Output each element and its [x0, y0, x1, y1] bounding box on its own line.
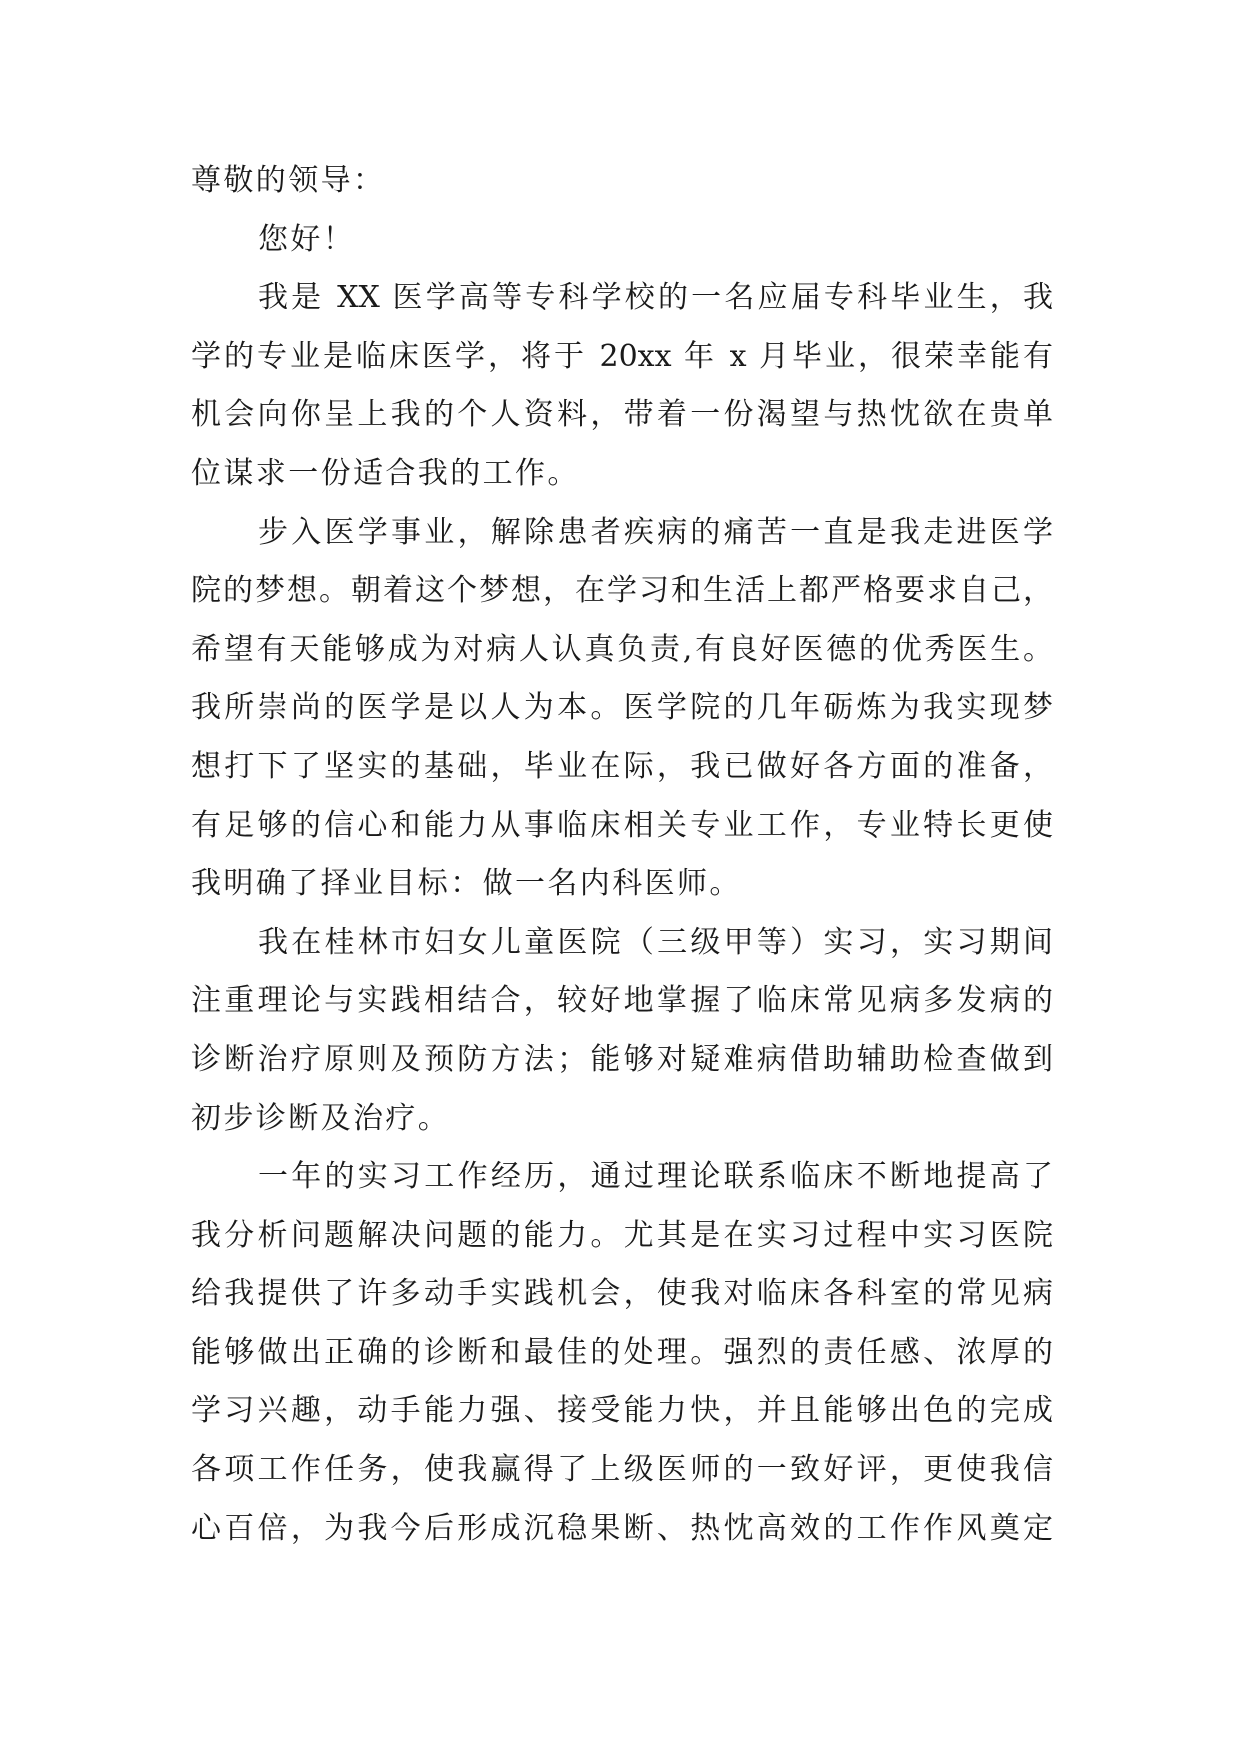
paragraph-line: 学的专业是临床医学，将于 20xx 年 x 月毕业，很荣幸能有 — [191, 338, 1053, 374]
paragraph-line: 我在桂林市妇女儿童医院（三级甲等）实习，实习期间 — [258, 924, 1053, 960]
paragraph-line: 我分析问题解决问题的能力。尤其是在实习过程中实习医院 — [191, 1217, 1053, 1253]
salutation: 尊敬的领导： — [191, 163, 386, 198]
paragraph-line: 各项工作任务，使我赢得了上级医师的一致好评，更使我信 — [191, 1452, 1053, 1488]
paragraph-4 — [191, 1148, 1053, 1558]
letter-body — [191, 152, 1053, 1558]
paragraph-line: 心百倍，为我今后形成沉稳果断、热忱高效的工作作风奠定 — [191, 1510, 1053, 1546]
paragraph-line: 步入医学事业，解除患者疾病的痛苦一直是我走进医学 — [258, 514, 1053, 550]
paragraph-line: 能够做出正确的诊断和最佳的处理。强烈的责任感、浓厚的 — [191, 1334, 1053, 1370]
paragraph-line: 想打下了坚实的基础，毕业在际，我已做好各方面的准备， — [191, 748, 1053, 784]
paragraph-line: 诊断治疗原则及预防方法；能够对疑难病借助辅助检查做到 — [191, 1041, 1053, 1077]
paragraph-line: 初步诊断及治疗。 — [191, 1100, 451, 1136]
paragraph-line: 我明确了择业目标：做一名内科医师。 — [191, 866, 742, 902]
paragraph-line: 学习兴趣，动手能力强、接受能力快，并且能够出色的完成 — [191, 1393, 1053, 1429]
paragraph-line: 有足够的信心和能力从事临床相关专业工作，专业特长更使 — [191, 807, 1053, 843]
paragraph-line: 位谋求一份适合我的工作。 — [191, 455, 580, 491]
paragraph-line: 院的梦想。朝着这个梦想，在学习和生活上都严格要求自己， — [191, 573, 1053, 609]
paragraph-line: 一年的实习工作经历，通过理论联系临床不断地提高了 — [258, 1159, 1053, 1195]
paragraph-3 — [191, 914, 1053, 1148]
paragraph-line: 给我提供了许多动手实践机会，使我对临床各科室的常见病 — [191, 1276, 1053, 1312]
paragraph-2 — [191, 504, 1053, 914]
paragraph-line: 我所崇尚的医学是以人为本。医学院的几年砺炼为我实现梦 — [191, 690, 1053, 726]
paragraph-line: 希望有天能够成为对病人认真负责,有良好医德的优秀医生。 — [191, 631, 1053, 667]
paragraph-1 — [191, 269, 1053, 503]
paragraph-line: 机会向你呈上我的个人资料，带着一份渴望与热忱欲在贵单 — [191, 397, 1053, 433]
greeting: 您好！ — [258, 221, 356, 257]
paragraph-line: 我是 XX 医学高等专科学校的一名应届专科毕业生，我 — [258, 280, 1053, 316]
paragraph-line: 注重理论与实践相结合，较好地掌握了临床常见病多发病的 — [191, 983, 1053, 1019]
